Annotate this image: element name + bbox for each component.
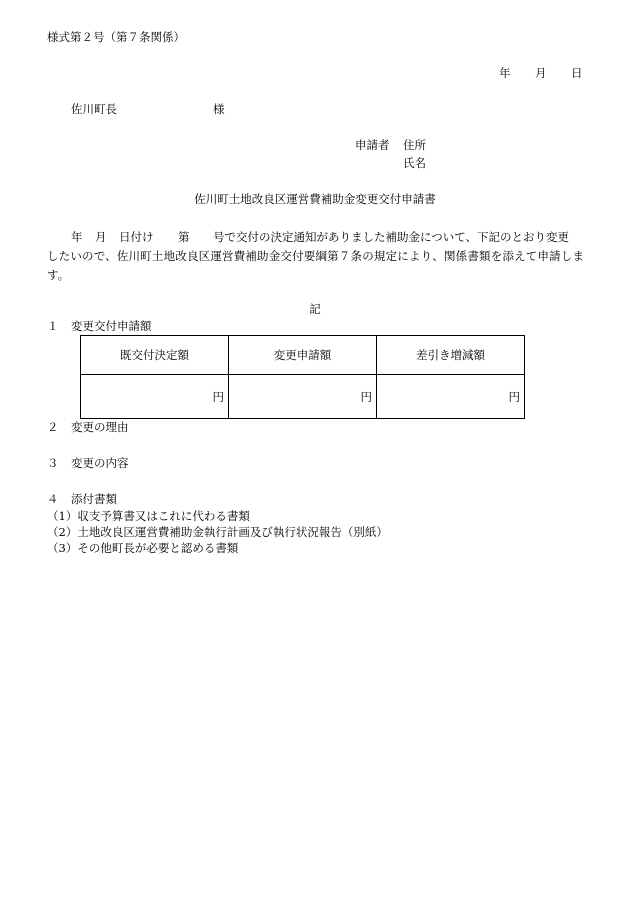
previous-amount-cell: 円 [81,375,229,419]
table-header-row [81,336,525,375]
table-row [81,375,525,419]
body-line-1: 号で交付の決定通知がありました補助金について、下記のとおり変更 [213,230,570,244]
body-year: 年 [71,230,83,244]
attachment-item: （2）土地改良区運営費補助金執行計画及び執行状況報告（別紙） [47,525,388,539]
header-previous-amount: 既交付決定額 [81,336,229,375]
body-paragraph: したいので、佐川町土地改良区運営費補助金交付要綱第７条の規定により、関係書類を添えて申請します。 [47,249,584,282]
date-month-label: 月 [535,66,547,80]
recipient-honorific: 様 [213,102,225,116]
header-requested-amount: 変更申請額 [229,336,377,375]
difference-amount-cell: 円 [377,375,525,419]
applicant-label: 申請者 [355,138,390,152]
body-number-prefix: 第 [178,230,190,244]
body-day-ref: 日付け [119,230,154,244]
form-label: 様式第２号（第７条関係） [47,30,185,44]
document-title: 佐川町土地改良区運営費補助金変更交付申請書 [194,192,436,206]
applicant-name-label: 氏名 [403,156,426,170]
header-difference-amount: 差引き増減額 [377,336,525,375]
applicant-address-label: 住所 [403,138,426,152]
amount-table [80,335,525,419]
section-3-title: 変更の内容 [71,456,129,470]
date-year-label: 年 [499,66,511,80]
section-2-title: 変更の理由 [71,420,129,434]
section-2-number: ２ [47,420,59,434]
attachment-item: （1）収支予算書又はこれに代わる書類 [47,509,250,523]
section-3-number: ３ [47,456,59,470]
date-day-label: 日 [571,66,583,80]
section-1-number: １ [47,319,59,333]
requested-amount-cell: 円 [229,375,377,419]
ki-heading: 記 [309,302,321,316]
recipient-name: 佐川町長 [71,102,117,116]
section-4-title: 添付書類 [71,492,117,506]
section-4-number: ４ [47,492,59,506]
attachment-item: （3）その他町長が必要と認める書類 [47,541,239,555]
section-1-title: 変更交付申請額 [71,319,152,333]
body-month: 月 [95,230,107,244]
